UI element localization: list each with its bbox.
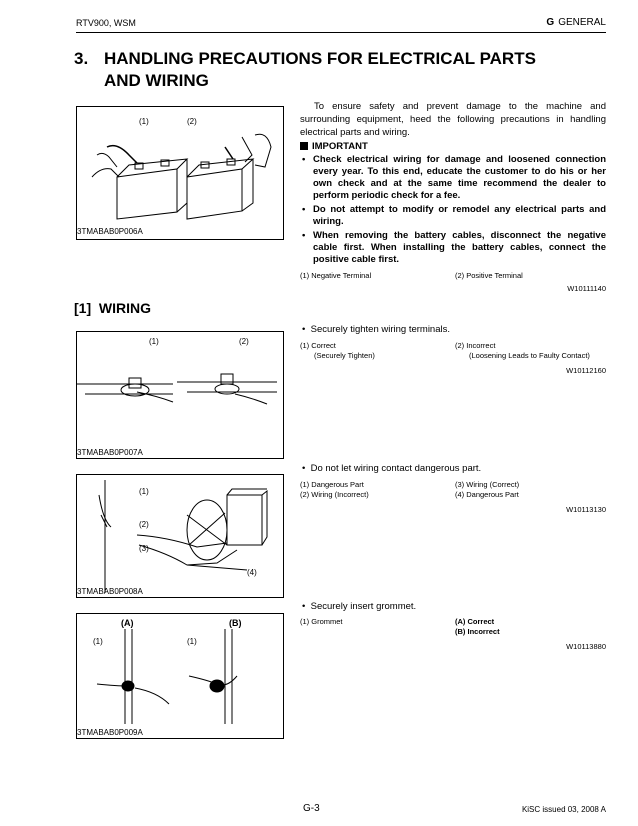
bullet-dangerous: • Do not let wiring contact dangerous part. [302, 463, 482, 474]
section-title-line2: AND WIRING [104, 71, 209, 90]
header-label: GENERAL [558, 17, 606, 28]
important-item-3-text: When removing the battery cables, disconnect the negative cable first. When installing the battery cables, connect the positive cable first. [313, 230, 606, 265]
legend4-grommet: (1) Grommet [300, 617, 343, 626]
legend3-item-1: (1) Dangerous Part [300, 480, 364, 489]
section-title-line1: HANDLING PRECAUTIONS FOR ELECTRICAL PARTS [104, 49, 536, 68]
bullet-grommet: • Securely insert grommet. [302, 601, 417, 612]
bullet-icon: • [302, 230, 306, 241]
fig2-label-1: (1) [149, 337, 159, 346]
bullet-tighten-text: Securely tighten wiring terminals. [310, 324, 451, 335]
dangerous-part-illustration [77, 475, 283, 597]
item4-code: W10113880 [566, 642, 606, 651]
bullet-tighten: • Securely tighten wiring terminals. [302, 324, 451, 335]
important-item-1-text: Check electrical wiring for damage and loosened connection every year. To this end, educate the customer to do his or her own check and at the same time recommend the dealer to perform periodic check for a fee. [313, 154, 606, 201]
fig4-code: 3TMABAB0P009A [77, 728, 143, 737]
header-letter: G [546, 17, 555, 28]
fig2-code: 3TMABAB0P007A [77, 448, 143, 457]
section-title [74, 48, 609, 92]
fig4-label-1b: (1) [187, 637, 197, 646]
legend3-col1 [300, 480, 369, 500]
important-item-3 [300, 230, 606, 266]
legend2-incorrect-b: (Loosening Leads to Faulty Contact) [469, 351, 590, 360]
intro-paragraph: To ensure safety and prevent damage to the machine and surrounding equipment, heed the following precautions in handling electrical parts and wiring. [300, 101, 606, 138]
header-model: RTV900, WSM [76, 18, 136, 28]
fig1-label-2: (2) [187, 117, 197, 126]
legend1-item-a: (1) Negative Terminal [300, 271, 372, 280]
figure-dangerous-part [76, 474, 284, 598]
legend1-item-b: (2) Positive Terminal [455, 271, 523, 280]
important-item-2-text: Do not attempt to modify or remodel any electrical parts and wiring. [313, 204, 606, 227]
terminal-illustration [77, 332, 283, 458]
bullet-icon: • [302, 204, 306, 215]
figure-battery-terminals [76, 106, 284, 240]
important-item-1 [300, 154, 606, 202]
legend4-correct: (A) Correct [455, 617, 495, 626]
important-list [300, 154, 606, 266]
legend3-item-3: (3) Wiring (Correct) [455, 480, 520, 489]
fig3-label-2: (2) [139, 520, 149, 529]
fig2-label-2: (2) [239, 337, 249, 346]
bullet-dangerous-text: Do not let wiring contact dangerous part. [310, 463, 482, 474]
header-rule [76, 32, 606, 33]
fig3-code: 3TMABAB0P008A [77, 587, 143, 596]
section-number: 3. [74, 49, 89, 68]
fig4-label-B: (B) [229, 618, 242, 628]
legend2-correct [300, 341, 375, 361]
fig3-label-1: (1) [139, 487, 149, 496]
bullet-icon: • [302, 154, 306, 165]
legend3-item-4: (4) Dangerous Part [455, 490, 519, 499]
subsection-number: [1] [74, 300, 92, 316]
header-section [546, 17, 606, 28]
subsection-title [74, 300, 151, 316]
important-item-2 [300, 204, 606, 228]
important-heading [300, 141, 368, 152]
item3-code: W10113130 [566, 505, 606, 514]
figure-grommet [76, 613, 284, 739]
fig4-label-A: (A) [121, 618, 134, 628]
grommet-illustration [77, 614, 283, 738]
legend2-correct-b: (Securely Tighten) [314, 351, 375, 360]
subsection-label: WIRING [98, 300, 152, 316]
fig1-label-1: (1) [139, 117, 149, 126]
fig3-label-3: (3) [139, 544, 149, 553]
footer-page-number: G-3 [303, 803, 320, 814]
battery-illustration [77, 107, 283, 239]
fig1-code: 3TMABAB0P006A [77, 227, 143, 236]
legend4-incorrect: (B) Incorrect [455, 627, 500, 636]
legend3-item-2: (2) Wiring (Incorrect) [300, 490, 369, 499]
important-square-icon [300, 142, 308, 150]
figure-wiring-terminals [76, 331, 284, 459]
legend2-incorrect-a: (2) Incorrect [455, 341, 496, 350]
fig4-label-1a: (1) [93, 637, 103, 646]
item2-code: W10112160 [566, 366, 606, 375]
fig3-label-4: (4) [247, 568, 257, 577]
legend4-col2 [455, 617, 500, 637]
bullet-grommet-text: Securely insert grommet. [310, 601, 417, 612]
legend2-incorrect [455, 341, 590, 361]
legend1-code: W10111140 [567, 284, 606, 293]
legend2-correct-a: (1) Correct [300, 341, 336, 350]
important-label: IMPORTANT [312, 141, 368, 152]
footer-issued: KiSC issued 03, 2008 A [521, 805, 606, 814]
legend3-col2 [455, 480, 519, 500]
